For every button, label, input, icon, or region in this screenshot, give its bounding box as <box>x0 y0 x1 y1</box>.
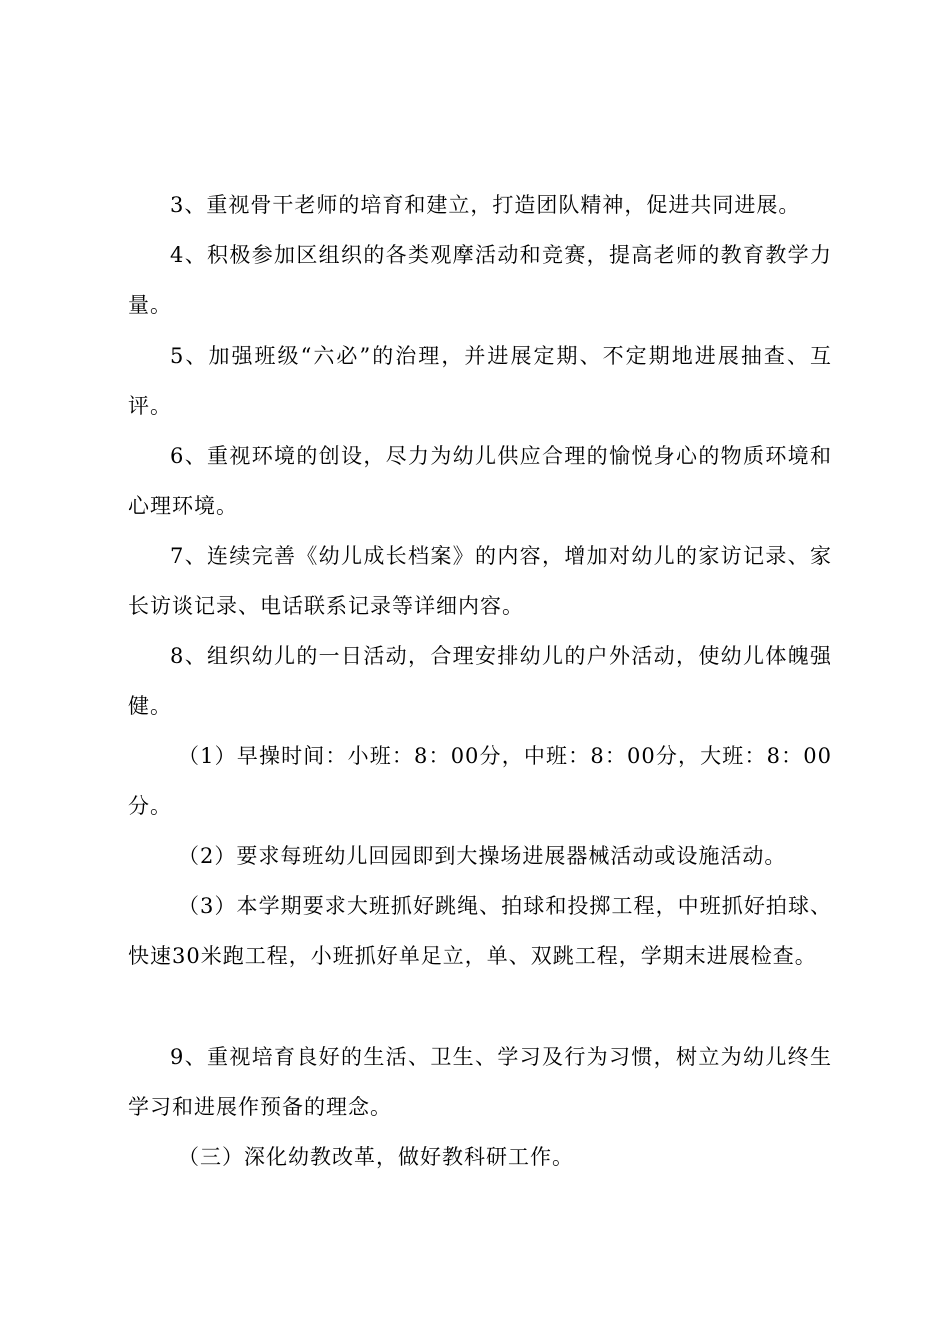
paragraph-subitem-2: （2）要求每班幼儿回园即到大操场进展器械活动或设施活动。 <box>178 844 787 868</box>
paragraph-subitem-1: （1）早操时间：小班：8：00分，中班：8：00分，大班：8：00分。 <box>128 744 832 818</box>
paragraph-item-8: 8、组织幼儿的一日活动，合理安排幼儿的户外活动，使幼儿体魄强健。 <box>128 644 832 718</box>
paragraph-item-5: 5、加强班级“六必”的治理，并进展定期、不定期地进展抽查、互评。 <box>128 344 832 418</box>
paragraph-item-6: 6、重视环境的创设，尽力为幼儿供应合理的愉悦身心的物质环境和心理环境。 <box>128 444 832 518</box>
paragraph-item-9: 9、重视培育良好的生活、卫生、学习及行为习惯，树立为幼儿终生学习和进展作预备的理念。 <box>128 1045 832 1119</box>
paragraph-item-7: 7、连续完善《幼儿成长档案》的内容，增加对幼儿的家访记录、家长访谈记录、电话联系记录等详细内容。 <box>128 544 832 618</box>
paragraph-item-4: 4、积极参加区组织的各类观摩活动和竞赛，提高老师的教育教学力量。 <box>128 243 832 317</box>
paragraph-subitem-3: （3）本学期要求大班抓好跳绳、拍球和投掷工程，中班抓好拍球、快速30米跑工程，小班抓好单足立，单、双跳工程，学期末进展检查。 <box>128 894 832 968</box>
paragraph-item-3: 3、重视骨干老师的培育和建立，打造团队精神，促进共同进展。 <box>170 193 801 217</box>
section-heading-3: （三）深化幼教改革，做好教科研工作。 <box>178 1145 574 1169</box>
